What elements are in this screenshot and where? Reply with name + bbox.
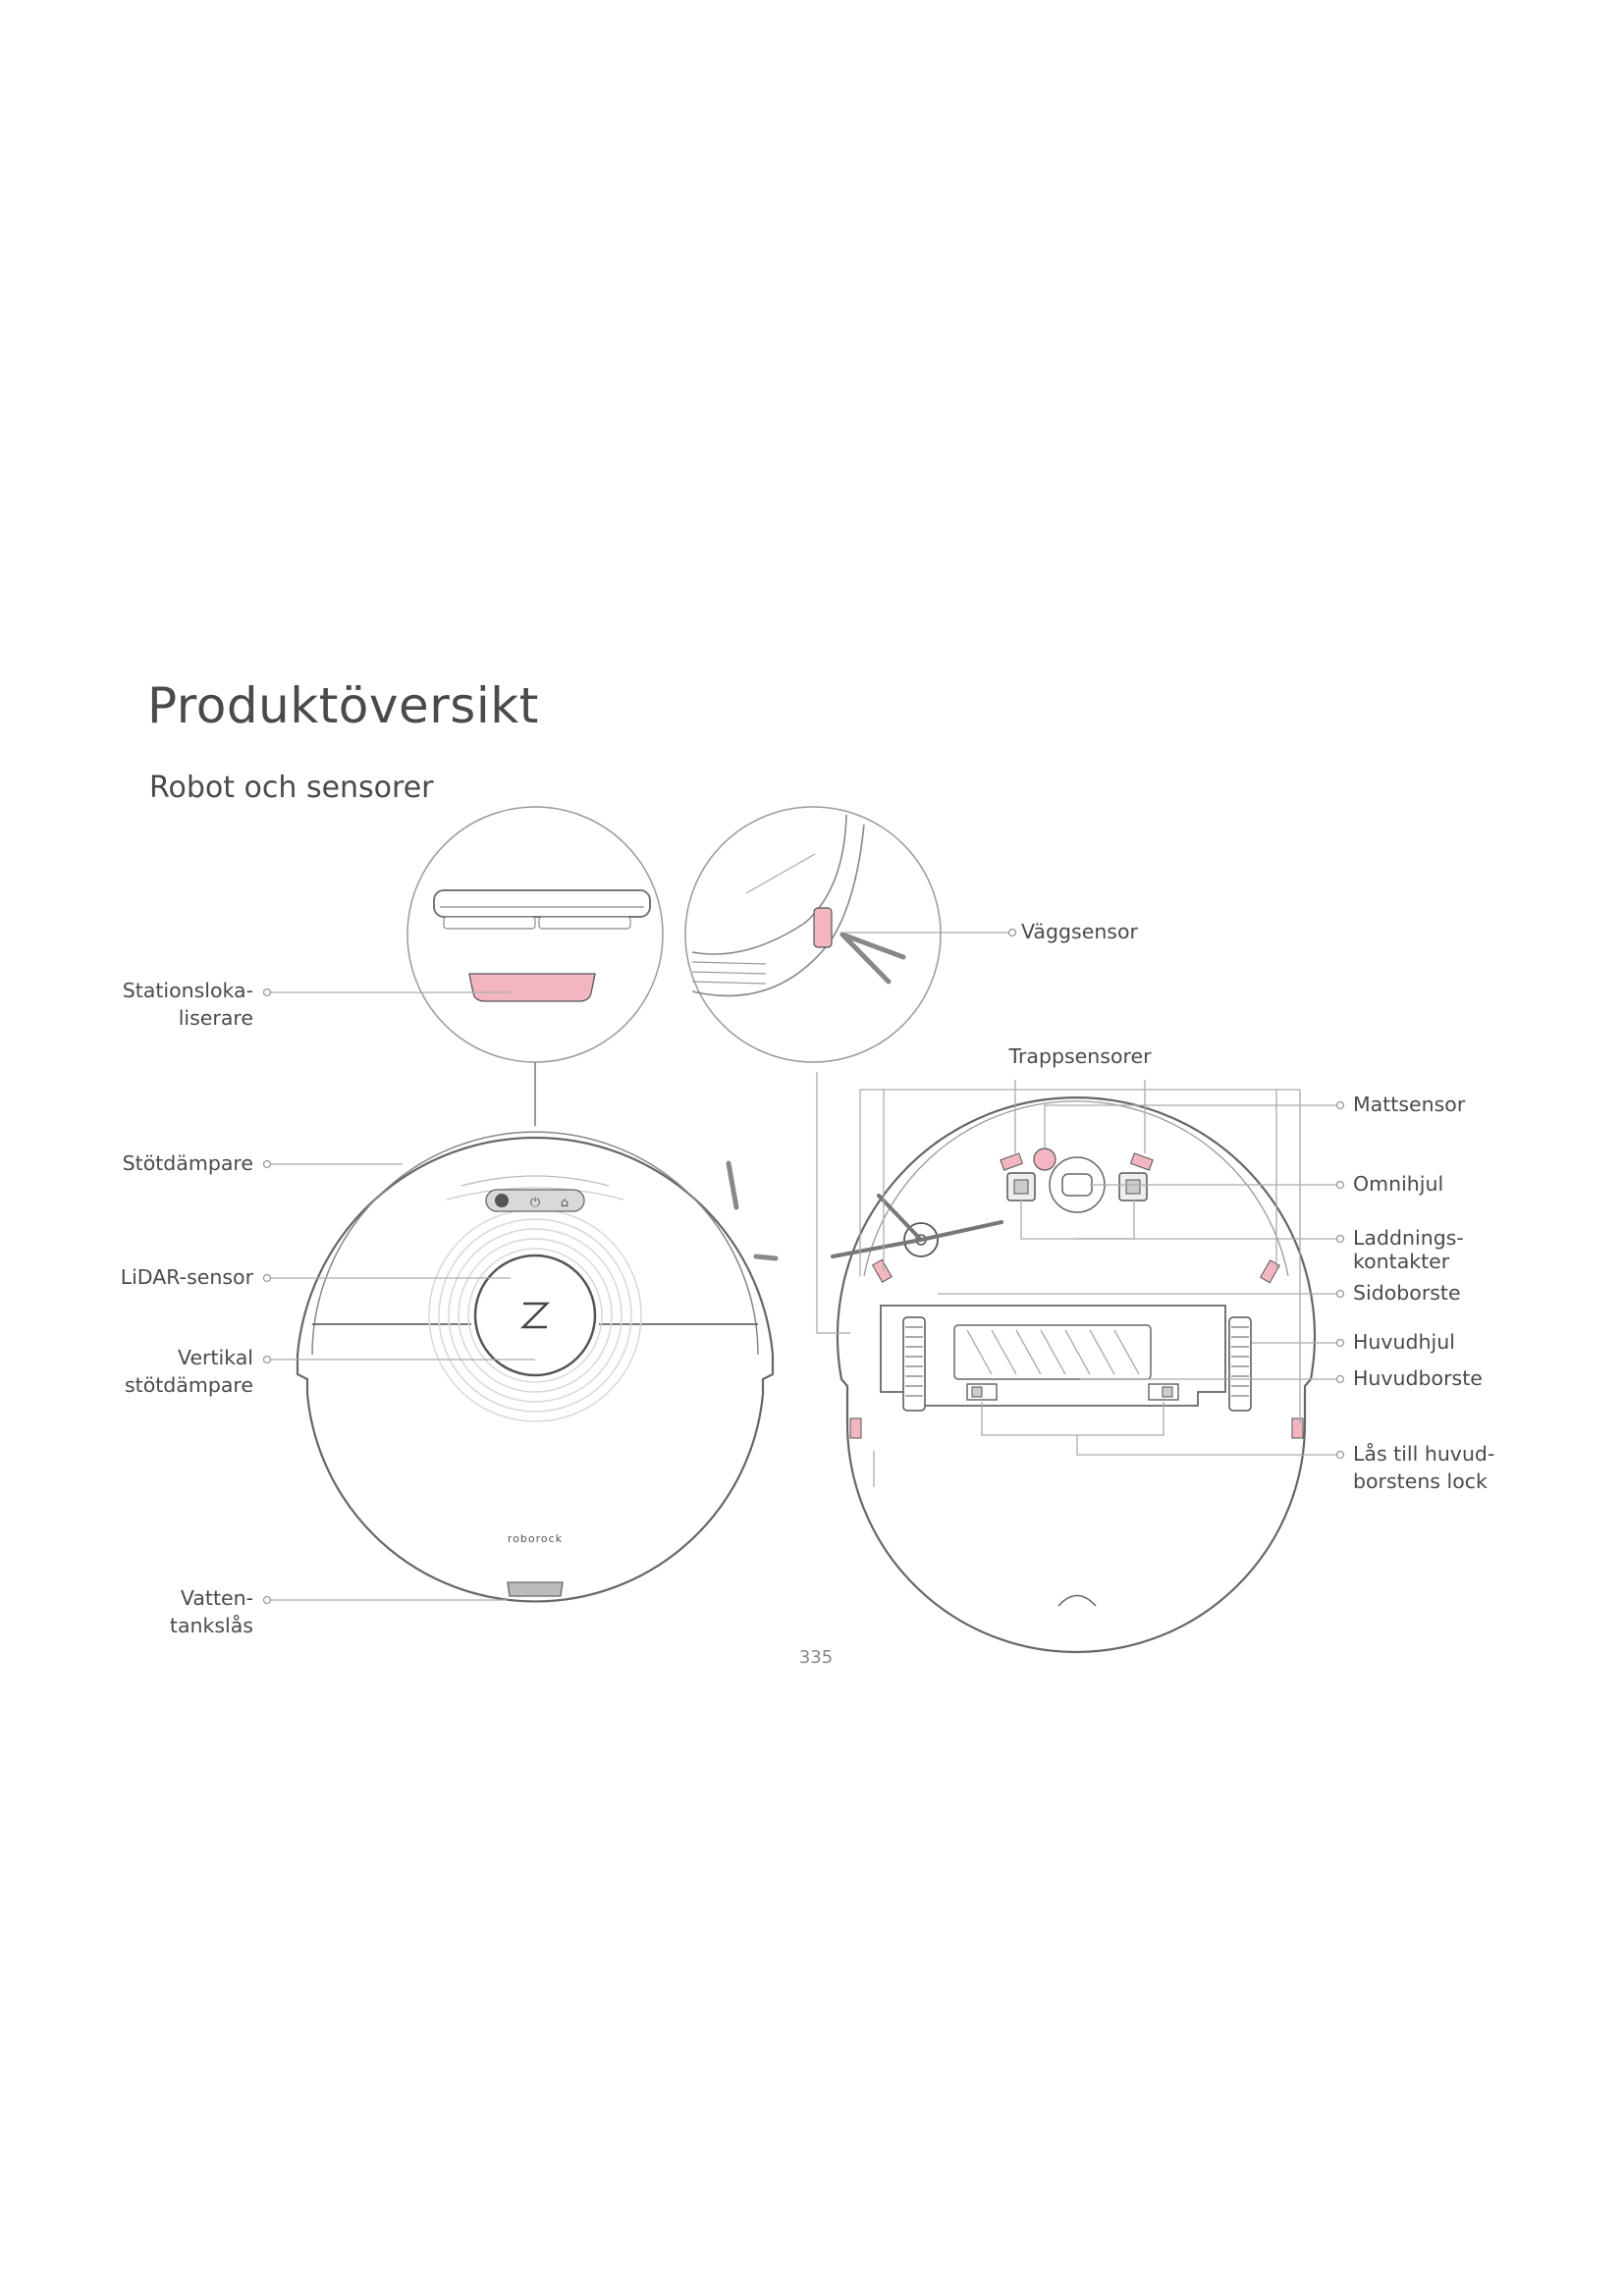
label-station-locator-2: liserare: [178, 1006, 253, 1030]
robot-bottom-view: [833, 1097, 1315, 1652]
zoom-circle-wall-sensor: [685, 807, 941, 1062]
label-tank-lock-1: Vatten-: [180, 1586, 253, 1610]
label-main-brush: Huvudborste: [1353, 1366, 1483, 1390]
label-vertical-bumper-1: Vertikal: [178, 1346, 253, 1369]
label-brush-cover-latch-2: borstens lock: [1353, 1469, 1488, 1493]
label-charging-contacts-2: kontakter: [1353, 1250, 1450, 1273]
label-charging-contacts-1: Laddnings-: [1353, 1226, 1464, 1250]
label-main-wheel: Huvudhjul: [1353, 1330, 1455, 1354]
label-lidar: LiDAR-sensor: [120, 1265, 253, 1289]
robot-top-view: [298, 1132, 776, 1601]
label-carpet-sensor: Mattsensor: [1353, 1093, 1466, 1116]
brand-logo: roborock: [507, 1532, 564, 1545]
label-cliff-sensors: Trappsensorer: [1008, 1044, 1152, 1068]
page-title: Produktöversikt: [147, 677, 539, 734]
label-station-locator-1: Stationsloka-: [122, 979, 253, 1002]
label-bumper: Stötdämpare: [122, 1151, 253, 1175]
svg-text:⏻: ⏻: [529, 1196, 541, 1210]
label-brush-cover-latch-1: Lås till huvud-: [1353, 1442, 1495, 1466]
page-number: 335: [798, 1647, 834, 1668]
section-title: Robot och sensorer: [149, 771, 434, 805]
label-omni-wheel: Omnihjul: [1353, 1172, 1444, 1196]
label-side-brush: Sidoborste: [1353, 1281, 1461, 1305]
svg-text:⌂: ⌂: [560, 1196, 569, 1210]
zoom-circle-station-locator: [407, 807, 663, 1062]
label-tank-lock-2: tankslås: [169, 1614, 253, 1637]
label-vertical-bumper-2: stötdämpare: [124, 1373, 253, 1397]
label-wall-sensor: Väggsensor: [1021, 920, 1138, 943]
